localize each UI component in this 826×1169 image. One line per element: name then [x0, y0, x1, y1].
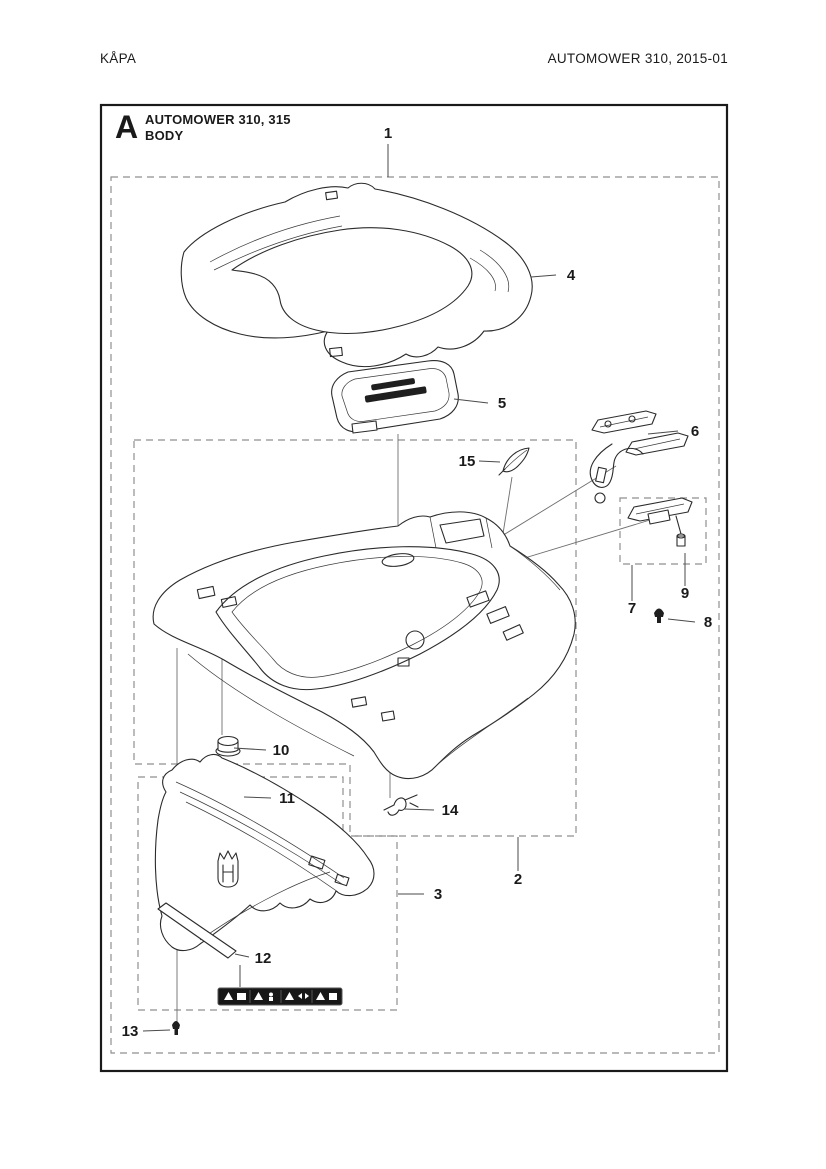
no-riding-icon	[329, 993, 337, 1000]
part-14-cable-clip	[384, 795, 418, 815]
callout-15: 15	[458, 453, 476, 470]
page-header-right: AUTOMOWER 310, 2015-01	[547, 51, 728, 66]
callout-4: 4	[566, 267, 576, 284]
part-4-top-cover	[181, 183, 532, 366]
section-title-line1: AUTOMOWER 310, 315	[145, 112, 291, 127]
read-manual-icon	[237, 993, 246, 1000]
callout-2: 2	[513, 871, 523, 888]
page-header-left: KÅPA	[100, 51, 137, 66]
callout-10: 10	[272, 742, 290, 759]
part-12-stickers	[158, 903, 342, 1005]
part-13-screw	[172, 1021, 180, 1035]
keep-away-icon	[269, 993, 273, 997]
part-10-grommet	[216, 737, 240, 757]
callout-12: 12	[254, 950, 272, 967]
part-2-chassis	[153, 512, 575, 779]
callout-1: 1	[383, 125, 393, 142]
part-6-stop-button-brackets	[590, 411, 688, 503]
callout-8: 8	[703, 614, 713, 631]
section-letter: A	[115, 109, 139, 145]
cable-connector	[596, 467, 607, 482]
callout-7: 7	[627, 600, 637, 617]
callout-3: 3	[433, 886, 443, 903]
part-5-display-lid	[332, 361, 459, 433]
callout-6: 6	[690, 423, 700, 440]
section-title-line2: BODY	[145, 128, 184, 143]
callout-11: 11	[279, 790, 295, 807]
part-8-screw	[654, 609, 664, 624]
callout-14: 14	[441, 802, 459, 819]
warning-label	[218, 988, 342, 1005]
callout-9: 9	[680, 585, 690, 602]
cable-plug	[595, 493, 605, 503]
callout-5: 5	[497, 395, 507, 412]
part-9-bracket	[628, 498, 692, 546]
part-15-leaf	[499, 448, 529, 475]
callout-13: 13	[121, 1023, 139, 1040]
